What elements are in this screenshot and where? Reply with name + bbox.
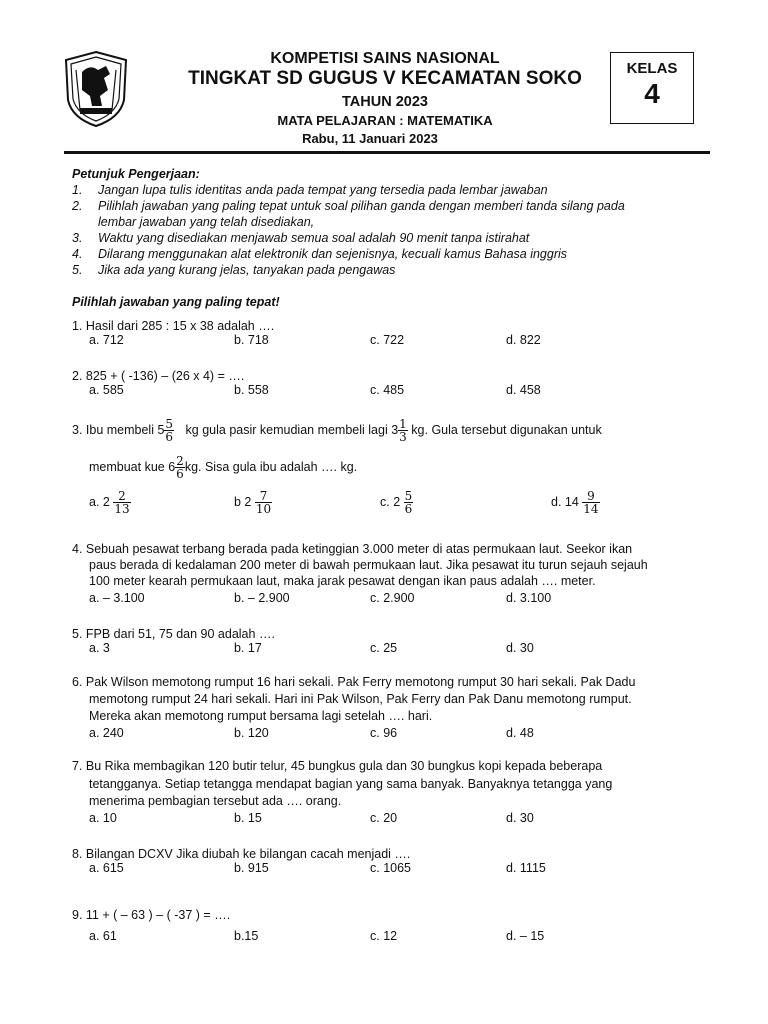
question-7-option-b: b. 15	[234, 811, 262, 825]
question-9-option-c: c. 12	[370, 929, 398, 943]
question-3-option-c: c. 2 $\frac{5}{6}$	[380, 489, 413, 516]
question-6-line-2: memotong rumput 24 hari sekali. Hari ini Pak Wilson, Pak Ferry dan Pak Danu memotong rumput.	[89, 692, 632, 706]
question-6-line-1: 6. Pak Wilson memotong rumput 16 hari sekali. Pak Ferry memotong rumput 30 hari sekali. Pak Dadu	[72, 675, 636, 689]
question-2-option-c: c. 485	[370, 383, 405, 397]
question-2-option-b: b. 558	[234, 383, 269, 397]
question-6-option-d: d. 48	[506, 726, 534, 740]
question-3-option-d: d. 14 $\frac{9}{14}$	[551, 489, 599, 516]
question-8-option-c: c. 1065	[370, 861, 412, 875]
question-1-text: 1. Hasil dari 285 : 15 x 38 adalah ….	[72, 319, 275, 333]
competition-title: KOMPETISI SAINS NASIONAL	[270, 50, 500, 67]
question-2-option-d: d. 458	[506, 383, 541, 397]
question-8-option-d: d. 1115	[506, 861, 546, 875]
school-district-logo	[62, 50, 130, 128]
class-box	[610, 52, 694, 124]
question-9-option-a: a. 61	[89, 929, 117, 943]
question-5-option-c: c. 25	[370, 641, 398, 655]
question-7-line-2: tetangganya. Setiap tetangga mendapat bagian yang sama banyak. Banyaknya tetangga yang	[89, 777, 613, 791]
question-1-option-c: c. 722	[370, 333, 405, 347]
instruction-item: 3. Waktu yang disediakan menjawab semua soal adalah 90 menit tanpa istirahat	[72, 231, 530, 245]
question-6-option-c: c. 96	[370, 726, 398, 740]
question-1-option-b: b. 718	[234, 333, 269, 347]
question-7-line-1: 7. Bu Rika membagikan 120 butir telur, 45 bungkus gula dan 30 bungkus kopi kepada beberapa	[72, 759, 603, 773]
question-6-option-b: b. 120	[234, 726, 269, 740]
question-4-option-d: d. 3.100	[506, 591, 552, 605]
fraction: $\frac{5}{6}$	[165, 417, 174, 444]
question-4-option-b: b. – 2.900	[234, 591, 290, 605]
question-5-option-b: b. 17	[234, 641, 262, 655]
competition-subtitle: TINGKAT SD GUGUS V KECAMATAN SOKO	[188, 68, 582, 89]
fraction: $\frac{2}{6}$	[176, 454, 184, 481]
question-3-option-b: b 2 $\frac{7}{10}$	[234, 489, 272, 516]
question-7-option-c: c. 20	[370, 811, 398, 825]
instruction-item: lembar jawaban yang telah disediakan,	[98, 215, 315, 229]
class-label: KELAS	[626, 60, 678, 77]
question-9-option-d: d. – 15	[506, 929, 545, 943]
question-8-text: 8. Bilangan DCXV Jika diubah ke bilangan cacah menjadi ….	[72, 847, 411, 861]
question-9-option-b: b.15	[234, 929, 259, 943]
year-label: TAHUN 2023	[342, 94, 428, 110]
question-4-line-1: 4. Sebuah pesawat terbang berada pada ketinggian 3.000 meter di atas permukaan laut. Seekor ikan	[72, 542, 633, 556]
question-1-option-d: d. 822	[506, 333, 541, 347]
instruction-item: 2. Pilihlah jawaban yang paling tepat untuk soal pilihan ganda dengan memberi tanda silang pada	[72, 199, 625, 213]
instruction-item: 5. Jika ada yang kurang jelas, tanyakan pada pengawas	[72, 263, 396, 277]
question-7-option-a: a. 10	[89, 811, 117, 825]
date-label: Rabu, 11 Januari 2023	[302, 131, 438, 146]
fraction: $\frac{1}{3}$	[399, 417, 407, 444]
header-divider	[64, 151, 710, 154]
question-6-line-3: Mereka akan memotong rumput bersama lagi setelah …. hari.	[89, 709, 433, 723]
question-4-option-c: c. 2.900	[370, 591, 415, 605]
question-6-option-a: a. 240	[89, 726, 124, 740]
question-9-text: 9. 11 + ( – 63 ) – ( -37 ) = ….	[72, 908, 231, 922]
question-3-text-line-1: 3. Ibu membeli 5 $\frac{5}{6}$ kg gula pasir kemudian membeli lagi 3 $\frac{1}{3}$ kg. Gula tersebut digunakan untuk	[72, 417, 602, 444]
question-5-text: 5. FPB dari 51, 75 dan 90 adalah ….	[72, 627, 275, 641]
instruction-item: 1. Jangan lupa tulis identitas anda pada tempat yang tersedia pada lembar jawaban	[72, 183, 548, 197]
question-3-option-a: a. 2 $\frac{2}{13}$	[89, 489, 130, 516]
question-8-option-a: a. 615	[89, 861, 124, 875]
question-7-line-3: menerima pembagian tersebut ada …. orang.	[89, 794, 342, 808]
question-7-option-d: d. 30	[506, 811, 534, 825]
question-8-option-b: b. 915	[234, 861, 269, 875]
class-number: 4	[644, 78, 660, 109]
question-4-option-a: a. – 3.100	[89, 591, 145, 605]
subject-label: MATA PELAJARAN : MATEMATIKA	[277, 113, 493, 128]
question-4-line-2: paus berada di kedalaman 200 meter di bawah permukaan laut. Jika pesawat itu turun sejauh sejauh	[89, 558, 648, 572]
question-5-option-d: d. 30	[506, 641, 534, 655]
question-2-option-a: a. 585	[89, 383, 124, 397]
section-title: Pilihlah jawaban yang paling tepat!	[72, 295, 280, 309]
instruction-item: 4. Dilarang menggunakan alat elektronik dan sejenisnya, kecuali kamus Bahasa inggris	[72, 247, 568, 261]
instructions-title: Petunjuk Pengerjaan:	[72, 167, 200, 181]
question-4-line-3: 100 meter kearah permukaan laut, maka jarak pesawat dengan ikan paus adalah …. meter.	[89, 574, 596, 588]
question-2-text: 2. 825 + ( -136) – (26 x 4) = ….	[72, 369, 245, 383]
question-1-option-a: a. 712	[89, 333, 124, 347]
question-3-text-line-2: membuat kue 6 $\frac{2}{6}$ kg. Sisa gula ibu adalah …. kg.	[89, 454, 358, 481]
question-5-option-a: a. 3	[89, 641, 110, 655]
